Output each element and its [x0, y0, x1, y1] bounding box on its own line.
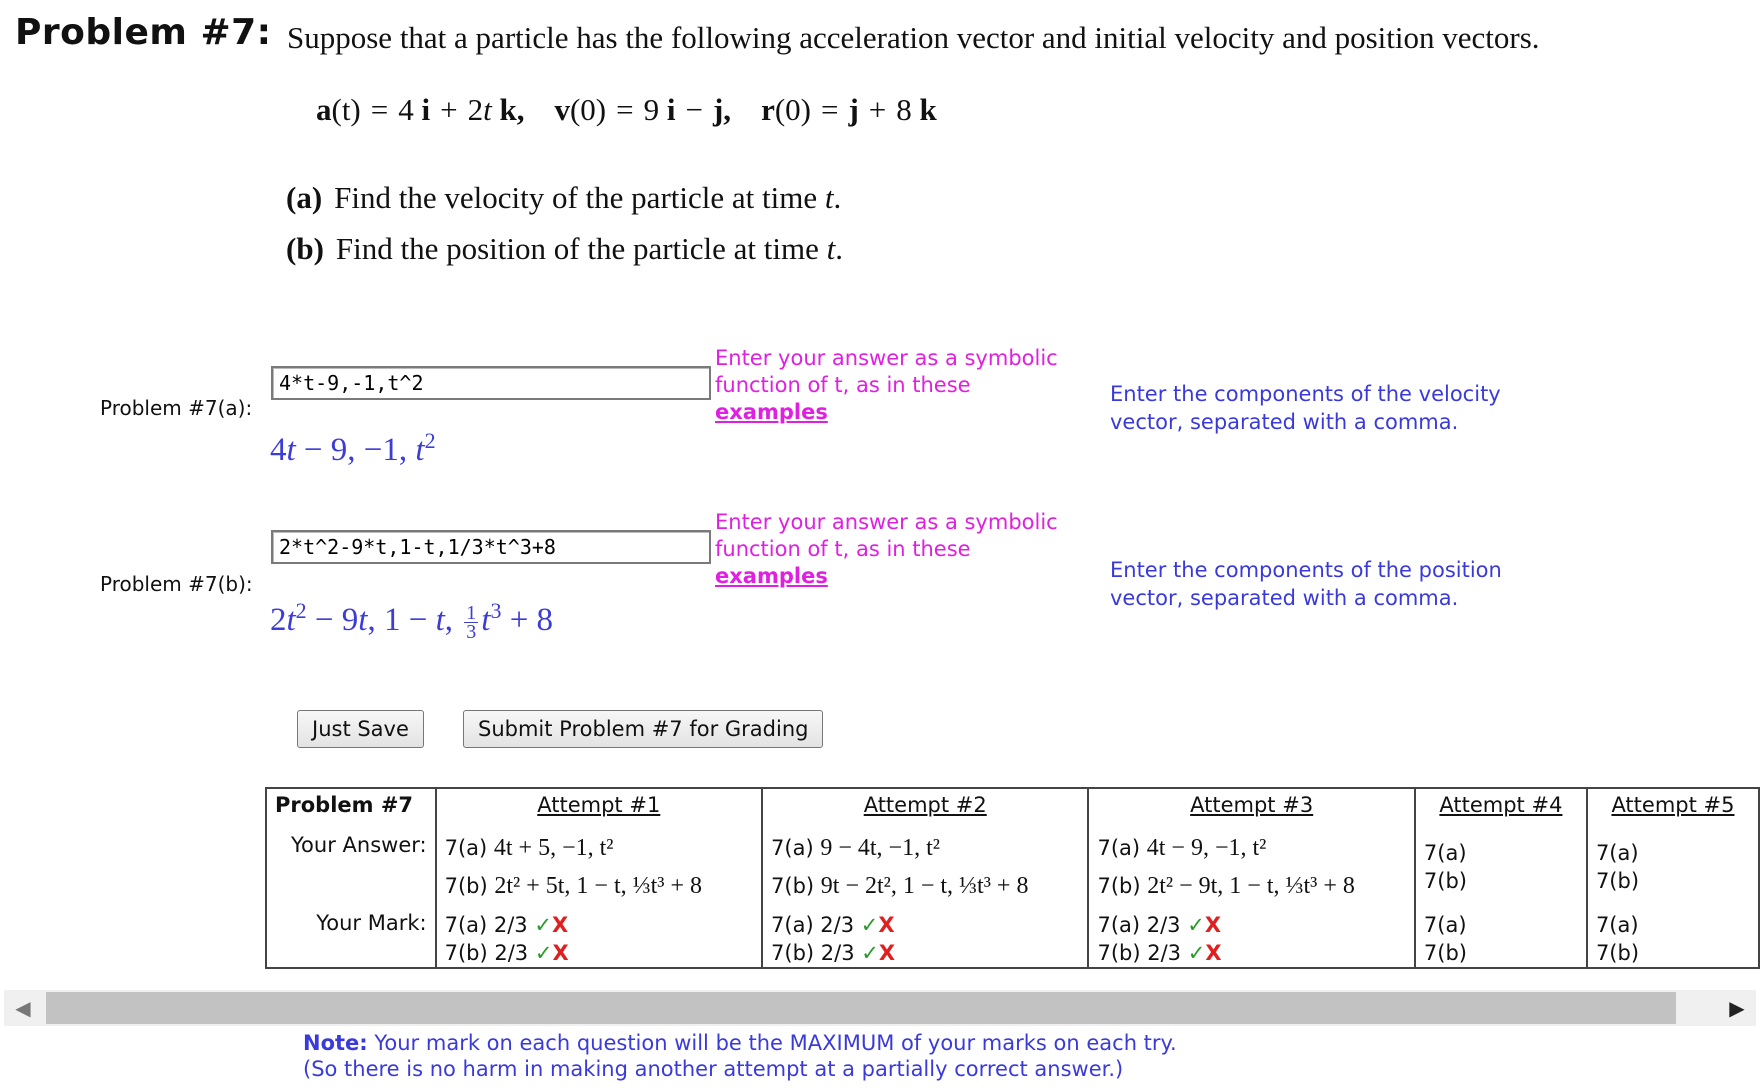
attempt-4-link[interactable]: Attempt #4	[1439, 793, 1563, 817]
problem-intro: Suppose that a particle has the following acceleration vector and initial velocity and position vectors.	[287, 20, 1540, 55]
check-icon: ✓	[861, 941, 879, 965]
attempt-1-header	[436, 788, 762, 829]
attempt-3-marks: 7(a) 2/3 ✓X 7(b) 2/3 ✓X	[1088, 905, 1414, 968]
attempt-1-marks: 7(a) 2/3 ✓X 7(b) 2/3 ✓X	[436, 905, 762, 968]
problem-7a-examples-link[interactable]: examples	[715, 400, 828, 424]
scroll-right-arrow-icon[interactable]: ▶	[1729, 996, 1745, 1020]
problem-7a-format-hint: Enter your answer as a symbolic function of t, as in these examples	[715, 346, 1058, 424]
problem-title: Problem #7:	[15, 12, 272, 53]
scrollbar-thumb[interactable]	[46, 992, 1676, 1024]
just-save-button[interactable]: Just Save	[297, 710, 424, 748]
attempt-2-marks: 7(a) 2/3 ✓X 7(b) 2/3 ✓X	[762, 905, 1088, 968]
your-mark-row-label: Your Mark:	[266, 905, 436, 968]
given-vectors-equation: a(t) = 4 i + 2t k, v(0) = 9 i − j, r(0) = j + 8 k	[316, 92, 937, 127]
attempt-5-marks: 7(a) 7(b)	[1587, 905, 1759, 968]
problem-7b-examples-link[interactable]: examples	[715, 564, 828, 588]
cross-icon: X	[1204, 913, 1222, 937]
horizontal-scrollbar[interactable]	[4, 990, 1756, 1026]
attempt-5-link[interactable]: Attempt #5	[1611, 793, 1735, 817]
cross-icon: X	[551, 913, 569, 937]
problem-7b-answer-input[interactable]	[271, 530, 711, 564]
problem-7a-answer-input[interactable]	[271, 366, 711, 400]
your-answer-row-label: Your Answer:	[266, 829, 436, 905]
problem-7b-label: Problem #7(b):	[100, 572, 253, 596]
attempts-table	[265, 787, 1760, 969]
attempt-5-answers: 7(a) 7(b)	[1587, 829, 1759, 905]
submit-for-grading-button[interactable]: Submit Problem #7 for Grading	[463, 710, 823, 748]
part-b-question: (b) Find the position of the particle at time t.	[286, 231, 843, 266]
attempt-3-answers: 7(a) 4t − 9, −1, t² 7(b) 2t² − 9t, 1 − t, ⅓t³ + 8	[1088, 829, 1414, 905]
attempt-3-header	[1088, 788, 1414, 829]
part-a-question: (a) Find the velocity of the particle at time t.	[286, 180, 842, 215]
attempt-1-link[interactable]: Attempt #1	[537, 793, 661, 817]
attempt-2-answers: 7(a) 9 − 4t, −1, t² 7(b) 9t − 2t², 1 − t, ⅓t³ + 8	[762, 829, 1088, 905]
check-icon: ✓	[860, 913, 879, 937]
cross-icon: X	[878, 913, 895, 937]
problem-7b-format-hint: Enter your answer as a symbolic function of t, as in these examples	[715, 510, 1058, 588]
check-icon: ✓	[1187, 941, 1206, 965]
problem-7a-label: Problem #7(a):	[100, 396, 253, 420]
problem-7b-preview: $2t^2 - 9t$, 1 − t, $\frac{1}{3}$ $t^3 + 8$	[270, 598, 554, 643]
check-icon: ✓	[534, 913, 552, 937]
problem-7b-instruction: Enter the components of the position vector, separated with a comma.	[1110, 558, 1502, 610]
attempt-2-header	[762, 788, 1088, 829]
cross-icon: X	[552, 941, 569, 965]
attempt-1-answers: 7(a) 4t + 5, −1, t² 7(b) 2t² + 5t, 1 − t, ⅓t³ + 8	[436, 829, 762, 905]
attempt-3-link[interactable]: Attempt #3	[1190, 793, 1314, 817]
problem-7a-instruction: Enter the components of the velocity vector, separated with a comma.	[1110, 382, 1501, 434]
check-icon: ✓	[534, 941, 553, 965]
attempts-table-viewport	[265, 787, 1760, 983]
cross-icon: X	[878, 941, 896, 965]
check-icon: ✓	[1187, 913, 1205, 937]
scroll-left-arrow-icon[interactable]: ◀	[15, 996, 31, 1020]
grading-note: Note: Your mark on each question will be the MAXIMUM of your marks on each try. (So there is no harm in making another attempt at a partially correct answer.)	[303, 1031, 1177, 1081]
attempt-5-header	[1587, 788, 1759, 829]
problem-7a-preview: 4t − 9, −1, $t^2$	[270, 428, 436, 468]
attempt-4-marks: 7(a) 7(b)	[1415, 905, 1587, 968]
attempt-4-header	[1415, 788, 1587, 829]
attempt-2-link[interactable]: Attempt #2	[863, 793, 987, 817]
cross-icon: X	[1205, 941, 1222, 965]
attempt-4-answers: 7(a) 7(b)	[1415, 829, 1587, 905]
attempts-header-problem: Problem #7	[266, 788, 436, 829]
